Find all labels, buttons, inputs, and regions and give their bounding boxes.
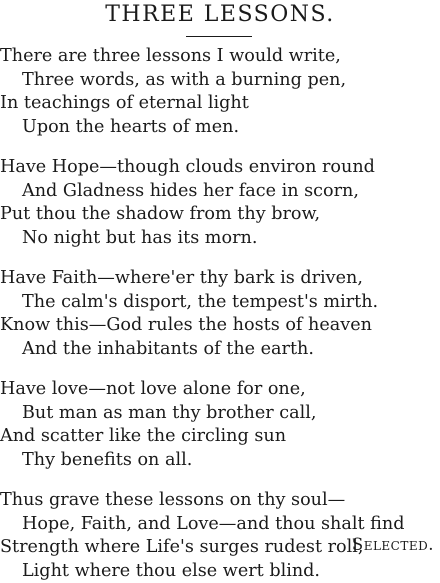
poem-line: Thus grave these lessons on thy soul— xyxy=(0,489,440,513)
poem-line: And the inhabitants of the earth. xyxy=(0,338,440,362)
poem-line: But man as man thy brother call, xyxy=(0,402,440,426)
poem-line: In teachings of eternal light xyxy=(0,92,440,116)
stanza-4 xyxy=(0,378,440,472)
poem-line: No night but has its morn. xyxy=(0,227,440,251)
poem-line: Have Faith—where'er thy bark is driven, xyxy=(0,267,440,291)
attribution: Selected. xyxy=(352,534,434,556)
poem-line: Have love—not love alone for one, xyxy=(0,378,440,402)
poem-line: And scatter like the circling sun xyxy=(0,425,440,449)
poem-line: Hope, Faith, and Love—and thou shalt find xyxy=(0,513,440,537)
poem-body xyxy=(0,45,440,583)
poem-line: Three words, as with a burning pen, xyxy=(0,69,440,93)
title-rule xyxy=(186,36,252,37)
stanza-2 xyxy=(0,156,440,250)
poem-line: And Gladness hides her face in scorn, xyxy=(0,180,440,204)
stanza-3 xyxy=(0,267,440,361)
poem-title: THREE LESSONS. xyxy=(0,1,440,29)
poem-line: Thy benefits on all. xyxy=(0,449,440,473)
poem-line: Have Hope—though clouds environ round xyxy=(0,156,440,180)
poem-line: Put thou the shadow from thy brow, xyxy=(0,203,440,227)
stanza-1 xyxy=(0,45,440,139)
poem-line: Upon the hearts of men. xyxy=(0,116,440,140)
poem-line: Light where thou else wert blind. xyxy=(0,560,440,583)
poem-line: There are three lessons I would write, xyxy=(0,45,440,69)
poem-line: The calm's disport, the tempest's mirth. xyxy=(0,291,440,315)
poem-line: Strength where Life's surges rudest roll, xyxy=(0,536,440,560)
poem-line: Know this—God rules the hosts of heaven xyxy=(0,314,440,338)
